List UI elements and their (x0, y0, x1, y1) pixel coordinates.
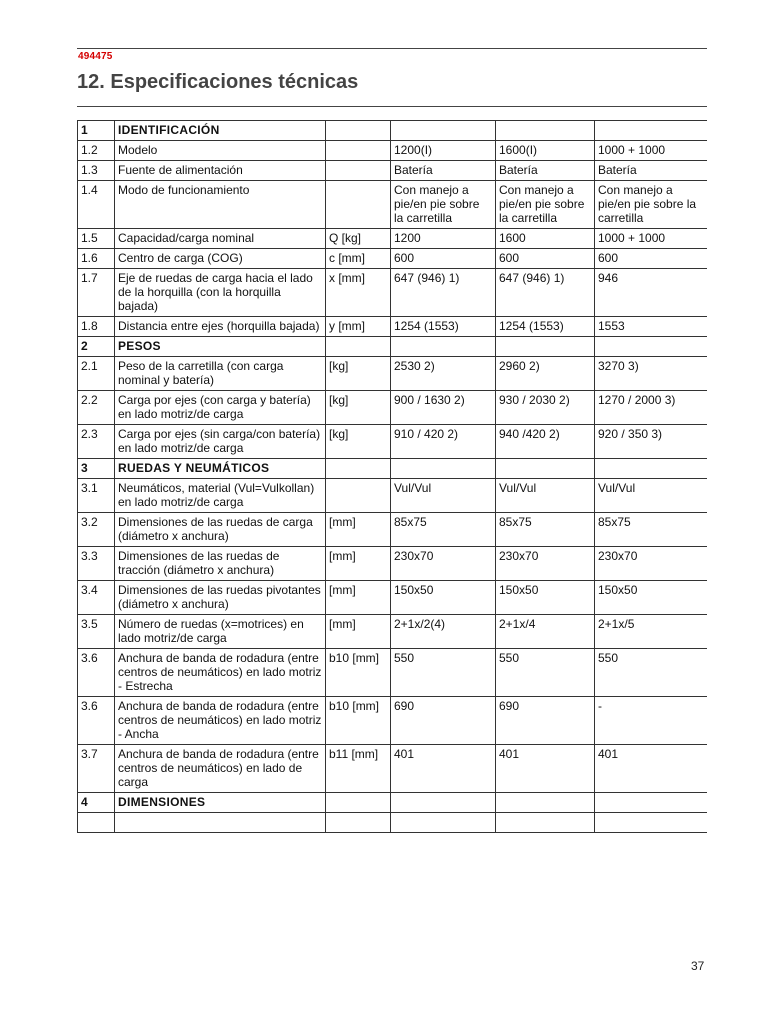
header-rule (77, 48, 707, 49)
cell-unit (326, 141, 391, 161)
cell-row-number: 3.4 (78, 581, 115, 615)
cell-value-1600 (496, 121, 595, 141)
cell-value-1200: 85x75 (391, 513, 496, 547)
cell-value-1600: 1600(I) (496, 141, 595, 161)
cell-parameter: IDENTIFICACIÓN (115, 121, 326, 141)
cell-parameter: Dimensiones de las ruedas pivotantes (diámetro x anchura) (115, 581, 326, 615)
cell-parameter: Eje de ruedas de carga hacia el lado de la horquilla (con la horquilla bajada) (115, 269, 326, 317)
cell-value-1000-1000: 230x70 (595, 547, 708, 581)
cell-unit (326, 181, 391, 229)
cell-value-1000-1000 (595, 813, 708, 833)
cell-value-1600 (496, 337, 595, 357)
cell-unit: b10 [mm] (326, 649, 391, 697)
cell-parameter: Carga por ejes (con carga y batería) en lado motriz/de carga (115, 391, 326, 425)
cell-value-1200: 401 (391, 745, 496, 793)
cell-parameter (115, 813, 326, 833)
cell-value-1200: 900 / 1630 2) (391, 391, 496, 425)
cell-row-number: 2 (78, 337, 115, 357)
table-row (78, 161, 708, 181)
cell-value-1000-1000: 3270 3) (595, 357, 708, 391)
cell-unit (326, 459, 391, 479)
cell-value-1000-1000: Batería (595, 161, 708, 181)
cell-value-1200 (391, 337, 496, 357)
table-row (78, 269, 708, 317)
cell-value-1000-1000: 920 / 350 3) (595, 425, 708, 459)
cell-unit: [mm] (326, 615, 391, 649)
cell-row-number: 1.3 (78, 161, 115, 181)
cell-value-1600 (496, 793, 595, 813)
cell-unit: c [mm] (326, 249, 391, 269)
cell-parameter: Capacidad/carga nominal (115, 229, 326, 249)
table-row (78, 615, 708, 649)
cell-row-number: 4 (78, 793, 115, 813)
cell-row-number: 3.2 (78, 513, 115, 547)
cell-value-1000-1000: 1000 + 1000 (595, 229, 708, 249)
cell-value-1600: 2+1x/4 (496, 615, 595, 649)
cell-parameter: Fuente de alimentación (115, 161, 326, 181)
cell-row-number: 3 (78, 459, 115, 479)
cell-value-1000-1000: 600 (595, 249, 708, 269)
table-row (78, 813, 708, 833)
table-row (78, 357, 708, 391)
cell-unit: [kg] (326, 391, 391, 425)
cell-value-1000-1000: - (595, 697, 708, 745)
cell-row-number: 2.1 (78, 357, 115, 391)
cell-value-1600 (496, 459, 595, 479)
section-row (78, 793, 708, 813)
cell-parameter: Anchura de banda de rodadura (entre centros de neumáticos) en lado de carga (115, 745, 326, 793)
table-row (78, 513, 708, 547)
spec-table-container (77, 120, 707, 926)
table-row (78, 181, 708, 229)
cell-value-1000-1000: 2+1x/5 (595, 615, 708, 649)
cell-row-number: 1.5 (78, 229, 115, 249)
cell-value-1600: Con manejo a pie/en pie sobre la carretilla (496, 181, 595, 229)
cell-unit (326, 813, 391, 833)
table-row (78, 547, 708, 581)
cell-row-number: 3.3 (78, 547, 115, 581)
cell-value-1200 (391, 813, 496, 833)
table-row (78, 581, 708, 615)
cell-value-1200: 600 (391, 249, 496, 269)
table-row (78, 425, 708, 459)
cell-row-number: 3.1 (78, 479, 115, 513)
section-row (78, 459, 708, 479)
cell-value-1200: 150x50 (391, 581, 496, 615)
cell-parameter: PESOS (115, 337, 326, 357)
table-row (78, 697, 708, 745)
cell-row-number: 1 (78, 121, 115, 141)
page-title: 12. Especificaciones técnicas (77, 71, 359, 93)
cell-row-number (78, 813, 115, 833)
cell-value-1000-1000: 85x75 (595, 513, 708, 547)
title-rule (77, 106, 707, 107)
cell-value-1200: 910 / 420 2) (391, 425, 496, 459)
cell-unit (326, 793, 391, 813)
cell-value-1600: 1254 (1553) (496, 317, 595, 337)
cell-row-number: 1.8 (78, 317, 115, 337)
cell-value-1200 (391, 793, 496, 813)
cell-value-1000-1000: Vul/Vul (595, 479, 708, 513)
cell-row-number: 3.7 (78, 745, 115, 793)
cell-value-1600: Vul/Vul (496, 479, 595, 513)
cell-value-1200: Batería (391, 161, 496, 181)
cell-parameter: RUEDAS Y NEUMÁTICOS (115, 459, 326, 479)
cell-value-1200: 550 (391, 649, 496, 697)
cell-value-1200: 2+1x/2(4) (391, 615, 496, 649)
cell-value-1000-1000: 1553 (595, 317, 708, 337)
cell-value-1000-1000 (595, 337, 708, 357)
section-row (78, 121, 708, 141)
table-row (78, 649, 708, 697)
table-row (78, 141, 708, 161)
cell-value-1200: 690 (391, 697, 496, 745)
cell-row-number: 2.2 (78, 391, 115, 425)
cell-row-number: 2.3 (78, 425, 115, 459)
cell-value-1000-1000 (595, 459, 708, 479)
cell-unit: b11 [mm] (326, 745, 391, 793)
table-row (78, 391, 708, 425)
table-row (78, 229, 708, 249)
cell-value-1600: 230x70 (496, 547, 595, 581)
cell-value-1000-1000: 401 (595, 745, 708, 793)
cell-value-1600: 401 (496, 745, 595, 793)
cell-value-1600: 690 (496, 697, 595, 745)
cell-value-1000-1000 (595, 121, 708, 141)
cell-value-1200 (391, 121, 496, 141)
cell-parameter: Anchura de banda de rodadura (entre centros de neumáticos) en lado motriz - Ancha (115, 697, 326, 745)
section-row (78, 337, 708, 357)
cell-value-1200: 1200 (391, 229, 496, 249)
cell-unit: x [mm] (326, 269, 391, 317)
cell-value-1600: 940 /420 2) (496, 425, 595, 459)
cell-value-1200: 230x70 (391, 547, 496, 581)
cell-value-1200: 2530 2) (391, 357, 496, 391)
cell-value-1600: 150x50 (496, 581, 595, 615)
cell-unit: b10 [mm] (326, 697, 391, 745)
cell-parameter: Modelo (115, 141, 326, 161)
cell-value-1600: 550 (496, 649, 595, 697)
cell-value-1600: Batería (496, 161, 595, 181)
table-row (78, 249, 708, 269)
cell-value-1000-1000 (595, 793, 708, 813)
cell-row-number: 3.6 (78, 649, 115, 697)
cell-unit (326, 161, 391, 181)
cell-parameter: Dimensiones de las ruedas de tracción (diámetro x anchura) (115, 547, 326, 581)
cell-parameter: Anchura de banda de rodadura (entre centros de neumáticos) en lado motriz - Estrecha (115, 649, 326, 697)
cell-unit: [mm] (326, 547, 391, 581)
cell-value-1200: 1254 (1553) (391, 317, 496, 337)
cell-unit (326, 479, 391, 513)
cell-value-1600: 647 (946) 1) (496, 269, 595, 317)
spec-table (77, 120, 707, 833)
cell-unit: [mm] (326, 581, 391, 615)
cell-parameter: Centro de carga (COG) (115, 249, 326, 269)
cell-parameter: Dimensiones de las ruedas de carga (diámetro x anchura) (115, 513, 326, 547)
table-row (78, 479, 708, 513)
cell-parameter: Peso de la carretilla (con carga nominal y batería) (115, 357, 326, 391)
cell-row-number: 1.7 (78, 269, 115, 317)
cell-value-1600: 2960 2) (496, 357, 595, 391)
cell-unit: y [mm] (326, 317, 391, 337)
cell-parameter: Distancia entre ejes (horquilla bajada) (115, 317, 326, 337)
cell-value-1600 (496, 813, 595, 833)
cell-row-number: 1.2 (78, 141, 115, 161)
cell-value-1000-1000: Con manejo a pie/en pie sobre la carretilla (595, 181, 708, 229)
cell-value-1200: 647 (946) 1) (391, 269, 496, 317)
cell-value-1600: 600 (496, 249, 595, 269)
cell-unit: [kg] (326, 357, 391, 391)
cell-row-number: 1.4 (78, 181, 115, 229)
cell-value-1600: 1600 (496, 229, 595, 249)
cell-value-1200 (391, 459, 496, 479)
cell-row-number: 3.5 (78, 615, 115, 649)
cell-row-number: 1.6 (78, 249, 115, 269)
document-code: 494475 (78, 51, 113, 62)
page-number: 37 (691, 959, 705, 973)
cell-parameter: Carga por ejes (sin carga/con batería) en lado motriz/de carga (115, 425, 326, 459)
cell-unit: [kg] (326, 425, 391, 459)
cell-unit (326, 121, 391, 141)
cell-value-1000-1000: 550 (595, 649, 708, 697)
cell-parameter: Modo de funcionamiento (115, 181, 326, 229)
table-row (78, 745, 708, 793)
cell-value-1000-1000: 1000 + 1000 (595, 141, 708, 161)
cell-value-1200: 1200(I) (391, 141, 496, 161)
cell-row-number: 3.6 (78, 697, 115, 745)
cell-unit: Q [kg] (326, 229, 391, 249)
cell-value-1200: Con manejo a pie/en pie sobre la carretilla (391, 181, 496, 229)
cell-value-1000-1000: 946 (595, 269, 708, 317)
cell-value-1600: 930 / 2030 2) (496, 391, 595, 425)
cell-parameter: Neumáticos, material (Vul=Vulkollan) en lado motriz/de carga (115, 479, 326, 513)
cell-value-1600: 85x75 (496, 513, 595, 547)
cell-value-1200: Vul/Vul (391, 479, 496, 513)
cell-parameter: Número de ruedas (x=motrices) en lado motriz/de carga (115, 615, 326, 649)
cell-parameter: DIMENSIONES (115, 793, 326, 813)
table-row (78, 317, 708, 337)
cell-value-1000-1000: 150x50 (595, 581, 708, 615)
cell-value-1000-1000: 1270 / 2000 3) (595, 391, 708, 425)
cell-unit (326, 337, 391, 357)
cell-unit: [mm] (326, 513, 391, 547)
